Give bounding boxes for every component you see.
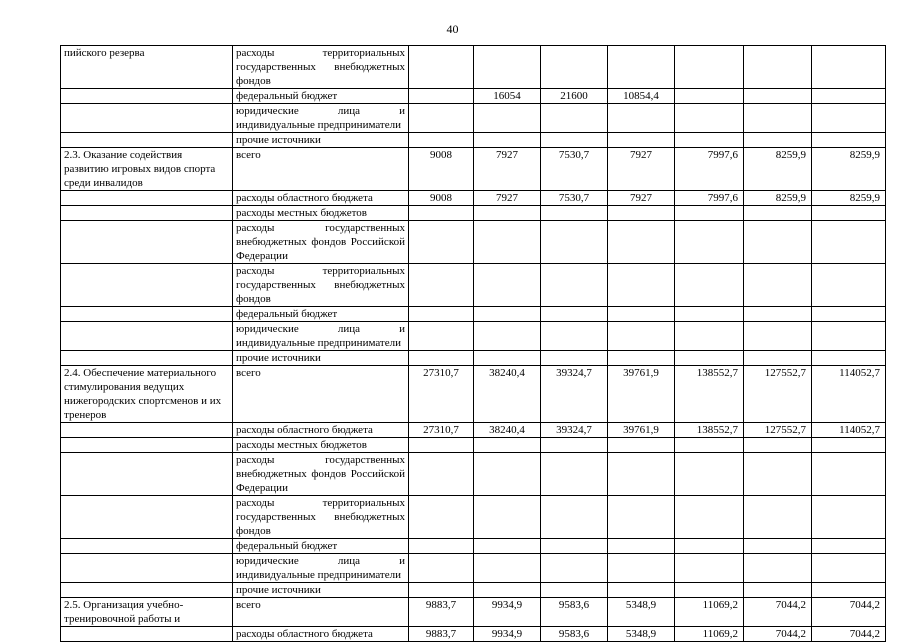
- value-cell-year-1: [409, 89, 474, 104]
- funding-source-cell: юридические лица и индивидуальные предприниматели: [233, 554, 409, 583]
- value-cell-year-1: [409, 496, 474, 539]
- value-cell-year-1: [409, 539, 474, 554]
- value-cell-year-5: [675, 539, 744, 554]
- activity-cell: [61, 89, 233, 104]
- value-cell-year-6: [744, 583, 812, 598]
- value-cell-year-6: [744, 438, 812, 453]
- value-cell-year-6: 127552,7: [744, 423, 812, 438]
- value-cell-year-3: [541, 104, 608, 133]
- value-cell-year-7: 7044,2: [812, 598, 886, 627]
- value-cell-year-3: 21600: [541, 89, 608, 104]
- activity-cell: [61, 191, 233, 206]
- funding-source-cell: юридические лица и индивидуальные предприниматели: [233, 322, 409, 351]
- value-cell-year-2: 7927: [474, 148, 541, 191]
- value-cell-year-4: [608, 104, 675, 133]
- value-cell-year-6: [744, 221, 812, 264]
- value-cell-year-7: [812, 539, 886, 554]
- value-cell-year-4: [608, 453, 675, 496]
- value-cell-year-3: 9583,6: [541, 598, 608, 627]
- value-cell-year-2: [474, 583, 541, 598]
- value-cell-year-1: 9008: [409, 191, 474, 206]
- value-cell-year-2: [474, 206, 541, 221]
- activity-cell: [61, 221, 233, 264]
- value-cell-year-4: [608, 351, 675, 366]
- value-cell-year-5: [675, 322, 744, 351]
- value-cell-year-3: 7530,7: [541, 148, 608, 191]
- value-cell-year-3: [541, 583, 608, 598]
- value-cell-year-5: 7997,6: [675, 148, 744, 191]
- funding-source-cell: прочие источники: [233, 133, 409, 148]
- activity-cell: [61, 453, 233, 496]
- value-cell-year-6: [744, 453, 812, 496]
- value-cell-year-6: [744, 104, 812, 133]
- table-row: [61, 46, 886, 89]
- activity-cell: [61, 307, 233, 322]
- value-cell-year-4: 10854,4: [608, 89, 675, 104]
- value-cell-year-6: [744, 46, 812, 89]
- value-cell-year-6: [744, 351, 812, 366]
- value-cell-year-5: [675, 307, 744, 322]
- value-cell-year-1: [409, 438, 474, 453]
- value-cell-year-4: [608, 554, 675, 583]
- value-cell-year-1: [409, 104, 474, 133]
- value-cell-year-6: 8259,9: [744, 191, 812, 206]
- table-row: [61, 351, 886, 366]
- value-cell-year-4: 5348,9: [608, 598, 675, 627]
- value-cell-year-7: [812, 221, 886, 264]
- table-row: [61, 366, 886, 423]
- value-cell-year-1: 9883,7: [409, 598, 474, 627]
- value-cell-year-7: [812, 89, 886, 104]
- funding-source-cell: расходы государственных внебюджетных фондов Российской Федерации: [233, 221, 409, 264]
- value-cell-year-6: 7044,2: [744, 598, 812, 627]
- value-cell-year-4: [608, 133, 675, 148]
- value-cell-year-6: [744, 133, 812, 148]
- activity-cell: [61, 264, 233, 307]
- value-cell-year-2: 9934,9: [474, 627, 541, 642]
- value-cell-year-7: 8259,9: [812, 148, 886, 191]
- value-cell-year-6: 7044,2: [744, 627, 812, 642]
- value-cell-year-7: 8259,9: [812, 191, 886, 206]
- value-cell-year-6: [744, 496, 812, 539]
- value-cell-year-2: [474, 46, 541, 89]
- value-cell-year-1: [409, 221, 474, 264]
- value-cell-year-7: [812, 104, 886, 133]
- table-row: [61, 307, 886, 322]
- value-cell-year-7: [812, 133, 886, 148]
- funding-source-cell: расходы территориальных государственных внебюджетных фондов: [233, 496, 409, 539]
- value-cell-year-3: [541, 307, 608, 322]
- value-cell-year-4: [608, 264, 675, 307]
- value-cell-year-5: [675, 264, 744, 307]
- value-cell-year-1: [409, 351, 474, 366]
- value-cell-year-4: [608, 221, 675, 264]
- funding-source-cell: расходы местных бюджетов: [233, 438, 409, 453]
- table-row: [61, 206, 886, 221]
- value-cell-year-2: [474, 453, 541, 496]
- value-cell-year-3: [541, 453, 608, 496]
- value-cell-year-1: [409, 583, 474, 598]
- value-cell-year-2: [474, 438, 541, 453]
- value-cell-year-1: [409, 322, 474, 351]
- table-row: [61, 554, 886, 583]
- value-cell-year-2: [474, 496, 541, 539]
- value-cell-year-5: [675, 104, 744, 133]
- value-cell-year-2: [474, 264, 541, 307]
- value-cell-year-3: [541, 554, 608, 583]
- value-cell-year-7: 114052,7: [812, 366, 886, 423]
- funding-source-cell: прочие источники: [233, 351, 409, 366]
- funding-source-cell: расходы областного бюджета: [233, 423, 409, 438]
- value-cell-year-7: [812, 496, 886, 539]
- value-cell-year-1: [409, 307, 474, 322]
- funding-source-cell: юридические лица и индивидуальные предприниматели: [233, 104, 409, 133]
- value-cell-year-4: [608, 322, 675, 351]
- value-cell-year-7: [812, 438, 886, 453]
- funding-source-cell: расходы территориальных государственных внебюджетных фондов: [233, 46, 409, 89]
- value-cell-year-5: 11069,2: [675, 598, 744, 627]
- funding-source-cell: прочие источники: [233, 583, 409, 598]
- activity-cell: [61, 206, 233, 221]
- value-cell-year-6: [744, 89, 812, 104]
- activity-cell: [61, 627, 233, 642]
- activity-cell: пийского резерва: [61, 46, 233, 89]
- value-cell-year-4: [608, 583, 675, 598]
- value-cell-year-1: [409, 554, 474, 583]
- activity-cell: [61, 104, 233, 133]
- value-cell-year-1: [409, 46, 474, 89]
- value-cell-year-1: [409, 453, 474, 496]
- activity-cell: 2.5. Организация учебно-тренировочной работы и: [61, 598, 233, 627]
- value-cell-year-5: 7997,6: [675, 191, 744, 206]
- value-cell-year-5: [675, 89, 744, 104]
- funding-source-cell: расходы местных бюджетов: [233, 206, 409, 221]
- activity-cell: 2.3. Оказание содействия развитию игровых видов спорта среди инвалидов: [61, 148, 233, 191]
- value-cell-year-6: 127552,7: [744, 366, 812, 423]
- table-row: [61, 583, 886, 598]
- value-cell-year-5: [675, 554, 744, 583]
- value-cell-year-3: 7530,7: [541, 191, 608, 206]
- value-cell-year-1: [409, 264, 474, 307]
- value-cell-year-2: 38240,4: [474, 423, 541, 438]
- value-cell-year-5: [675, 453, 744, 496]
- funding-source-cell: всего: [233, 148, 409, 191]
- value-cell-year-6: [744, 539, 812, 554]
- funding-source-cell: федеральный бюджет: [233, 307, 409, 322]
- value-cell-year-7: [812, 206, 886, 221]
- value-cell-year-3: 39324,7: [541, 423, 608, 438]
- value-cell-year-2: [474, 221, 541, 264]
- value-cell-year-2: [474, 307, 541, 322]
- value-cell-year-1: 27310,7: [409, 423, 474, 438]
- activity-cell: 2.4. Обеспечение материального стимулирования ведущих нижегородских спортсменов и их тренеров: [61, 366, 233, 423]
- table-row: [61, 423, 886, 438]
- value-cell-year-3: [541, 496, 608, 539]
- funding-source-cell: федеральный бюджет: [233, 539, 409, 554]
- value-cell-year-3: [541, 438, 608, 453]
- value-cell-year-5: [675, 206, 744, 221]
- value-cell-year-4: 39761,9: [608, 423, 675, 438]
- value-cell-year-5: 138552,7: [675, 423, 744, 438]
- funding-source-cell: расходы областного бюджета: [233, 627, 409, 642]
- activity-cell: [61, 496, 233, 539]
- budget-table: [60, 45, 886, 642]
- value-cell-year-2: 7927: [474, 191, 541, 206]
- funding-source-cell: всего: [233, 598, 409, 627]
- funding-source-cell: всего: [233, 366, 409, 423]
- value-cell-year-5: [675, 438, 744, 453]
- activity-cell: [61, 322, 233, 351]
- value-cell-year-2: 9934,9: [474, 598, 541, 627]
- value-cell-year-3: [541, 264, 608, 307]
- value-cell-year-1: 27310,7: [409, 366, 474, 423]
- table-row: [61, 89, 886, 104]
- value-cell-year-3: 9583,6: [541, 627, 608, 642]
- value-cell-year-4: [608, 496, 675, 539]
- value-cell-year-5: 138552,7: [675, 366, 744, 423]
- value-cell-year-2: [474, 539, 541, 554]
- table-row: [61, 264, 886, 307]
- table-row: [61, 539, 886, 554]
- activity-cell: [61, 539, 233, 554]
- value-cell-year-3: [541, 539, 608, 554]
- value-cell-year-1: [409, 206, 474, 221]
- value-cell-year-7: [812, 453, 886, 496]
- value-cell-year-4: 5348,9: [608, 627, 675, 642]
- value-cell-year-2: [474, 104, 541, 133]
- value-cell-year-3: [541, 206, 608, 221]
- table-row: [61, 322, 886, 351]
- value-cell-year-7: [812, 46, 886, 89]
- value-cell-year-5: [675, 583, 744, 598]
- funding-source-cell: федеральный бюджет: [233, 89, 409, 104]
- value-cell-year-6: 8259,9: [744, 148, 812, 191]
- value-cell-year-7: 114052,7: [812, 423, 886, 438]
- value-cell-year-7: 7044,2: [812, 627, 886, 642]
- value-cell-year-5: [675, 46, 744, 89]
- value-cell-year-3: 39324,7: [541, 366, 608, 423]
- funding-source-cell: расходы государственных внебюджетных фондов Российской Федерации: [233, 453, 409, 496]
- value-cell-year-4: [608, 438, 675, 453]
- value-cell-year-7: [812, 322, 886, 351]
- value-cell-year-1: [409, 133, 474, 148]
- value-cell-year-5: [675, 496, 744, 539]
- value-cell-year-4: [608, 307, 675, 322]
- value-cell-year-1: 9883,7: [409, 627, 474, 642]
- value-cell-year-3: [541, 351, 608, 366]
- funding-source-cell: расходы территориальных государственных внебюджетных фондов: [233, 264, 409, 307]
- activity-cell: [61, 583, 233, 598]
- value-cell-year-6: [744, 307, 812, 322]
- value-cell-year-4: [608, 206, 675, 221]
- value-cell-year-7: [812, 264, 886, 307]
- value-cell-year-2: [474, 554, 541, 583]
- table-row: [61, 191, 886, 206]
- value-cell-year-7: [812, 554, 886, 583]
- value-cell-year-2: [474, 133, 541, 148]
- value-cell-year-4: [608, 539, 675, 554]
- value-cell-year-7: [812, 307, 886, 322]
- value-cell-year-4: [608, 46, 675, 89]
- value-cell-year-3: [541, 133, 608, 148]
- value-cell-year-4: 7927: [608, 148, 675, 191]
- value-cell-year-3: [541, 46, 608, 89]
- value-cell-year-5: [675, 133, 744, 148]
- value-cell-year-5: [675, 351, 744, 366]
- activity-cell: [61, 423, 233, 438]
- value-cell-year-7: [812, 351, 886, 366]
- value-cell-year-4: 39761,9: [608, 366, 675, 423]
- value-cell-year-6: [744, 264, 812, 307]
- value-cell-year-2: 38240,4: [474, 366, 541, 423]
- table-row: [61, 438, 886, 453]
- value-cell-year-2: 16054: [474, 89, 541, 104]
- value-cell-year-5: [675, 221, 744, 264]
- value-cell-year-6: [744, 206, 812, 221]
- table-row: [61, 627, 886, 642]
- activity-cell: [61, 554, 233, 583]
- table-row: [61, 221, 886, 264]
- table-row: [61, 104, 886, 133]
- table-row: [61, 496, 886, 539]
- table-row: [61, 598, 886, 627]
- value-cell-year-3: [541, 322, 608, 351]
- value-cell-year-1: 9008: [409, 148, 474, 191]
- table-row: [61, 133, 886, 148]
- value-cell-year-2: [474, 351, 541, 366]
- value-cell-year-6: [744, 554, 812, 583]
- activity-cell: [61, 438, 233, 453]
- value-cell-year-4: 7927: [608, 191, 675, 206]
- table-body: [61, 46, 886, 642]
- table-row: [61, 148, 886, 191]
- value-cell-year-5: 11069,2: [675, 627, 744, 642]
- value-cell-year-7: [812, 583, 886, 598]
- activity-cell: [61, 351, 233, 366]
- page-number: 40: [446, 22, 459, 36]
- value-cell-year-6: [744, 322, 812, 351]
- funding-source-cell: расходы областного бюджета: [233, 191, 409, 206]
- value-cell-year-2: [474, 322, 541, 351]
- value-cell-year-3: [541, 221, 608, 264]
- activity-cell: [61, 133, 233, 148]
- table-row: [61, 453, 886, 496]
